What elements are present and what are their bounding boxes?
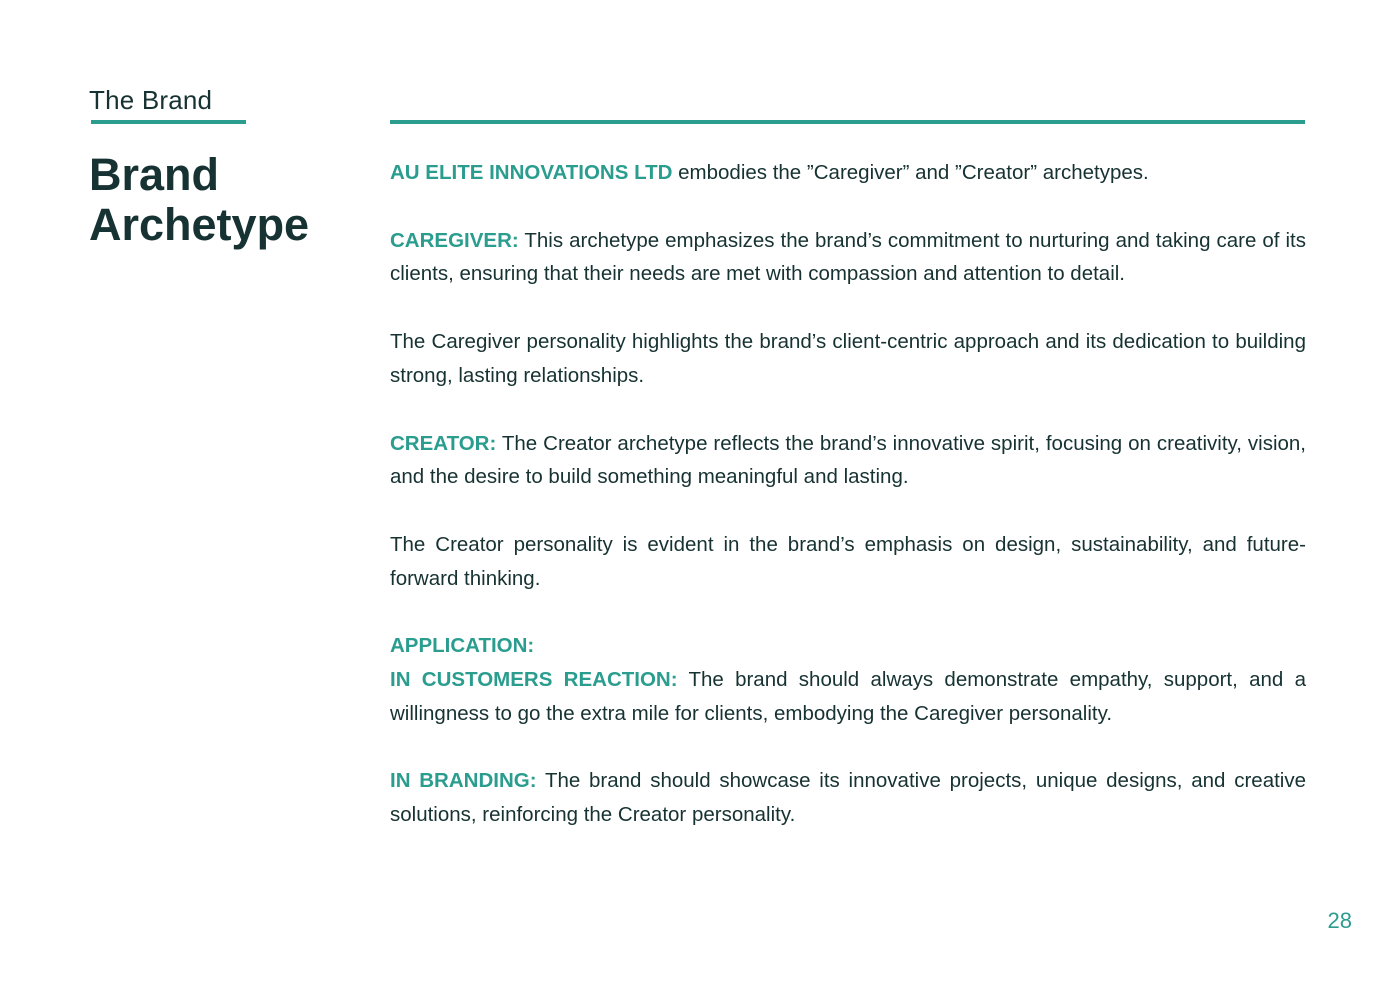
creator-text: The Creator archetype reflects the brand’s innovative spirit, focusing on creativity, vision, and the desire to build something meaningful and lasting.	[390, 431, 1306, 489]
caregiver-text: This archetype emphasizes the brand’s commitment to nurturing and taking care of its clients, ensuring that their needs are met with compassion and attention to detail.	[390, 228, 1306, 286]
branding-label: IN BRANDING:	[390, 769, 537, 793]
content-body	[390, 156, 1306, 832]
page-number: 28	[1327, 908, 1352, 933]
customers-reaction-text: The brand should always demonstrate empathy, support, and a willingness to go the extra mile for clients, embodying the Caregiver personality.	[390, 668, 1306, 725]
company-name: AU ELITE INNOVATIONS LTD	[390, 161, 673, 184]
application-label: APPLICATION:	[390, 634, 535, 658]
application-heading	[390, 629, 1306, 663]
caregiver-label: CAREGIVER:	[390, 228, 519, 252]
creator-label: CREATOR:	[390, 431, 497, 455]
branding-text: The brand should showcase its innovative projects, unique designs, and creative solutions, reinforcing the Creator personality.	[390, 769, 1306, 827]
branding-paragraph	[390, 764, 1306, 831]
caregiver-paragraph	[390, 224, 1306, 291]
section-label-underline	[91, 120, 246, 124]
creator-paragraph	[390, 427, 1306, 494]
customers-reaction-label: IN CUSTOMERS REACTION:	[390, 668, 678, 692]
caregiver-personality-paragraph: The Caregiver personality highlights the brand’s client-centric approach and its dedication to building strong, lasting relationships.	[390, 330, 1306, 387]
intro-paragraph	[390, 156, 1306, 190]
customers-reaction-paragraph	[390, 663, 1306, 730]
section-label: The Brand	[89, 85, 213, 115]
intro-text: embodies the ”Caregiver” and ”Creator” archetypes.	[672, 161, 1149, 184]
creator-personality-paragraph: The Creator personality is evident in the brand’s emphasis on design, sustainability, and future-forward thinking.	[390, 532, 1306, 590]
content-top-rule	[390, 120, 1305, 124]
page-title: Brand Archetype	[89, 149, 310, 250]
